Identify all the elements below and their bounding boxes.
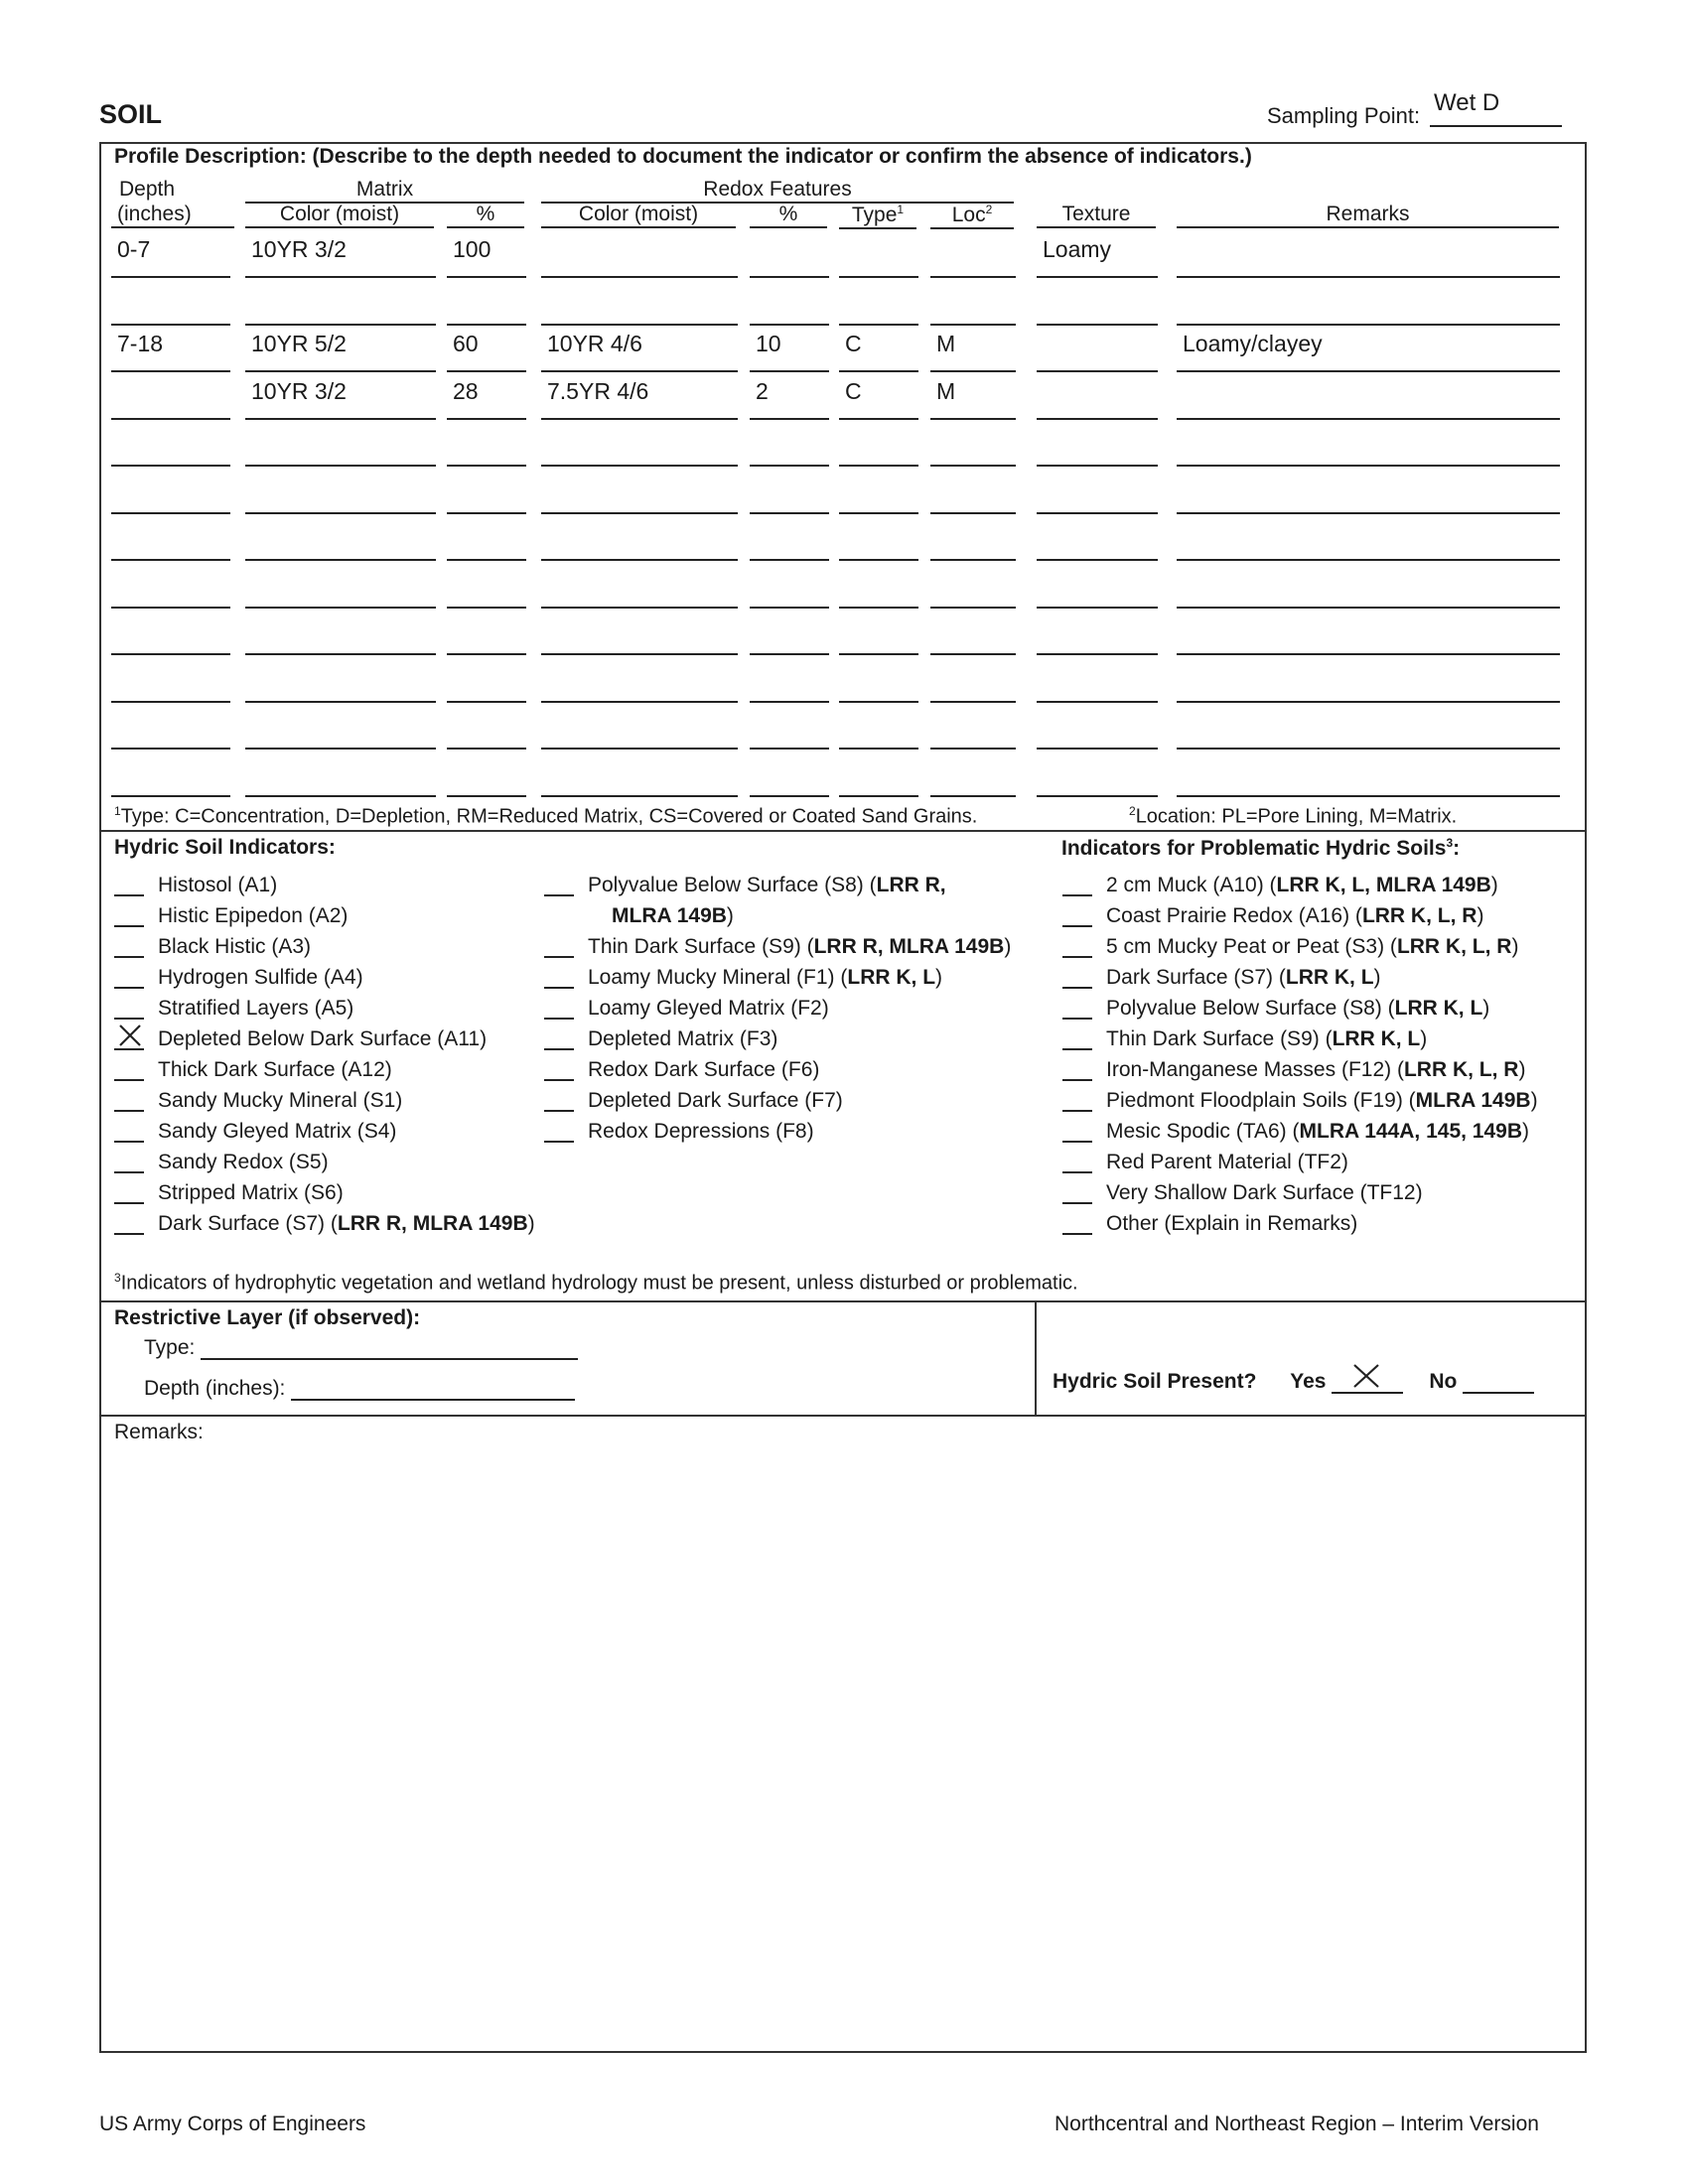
remarks-label: Remarks: (114, 1421, 204, 1443)
col-type-label: Type (851, 204, 898, 226)
redox-color-cell[interactable] (541, 751, 738, 797)
indicator-checkbox[interactable] (1062, 905, 1092, 927)
remarks-cell[interactable] (1177, 514, 1560, 561)
redox-color-cell[interactable]: 10YR 4/6 (541, 326, 738, 372)
indicator-item (1062, 1024, 1427, 1054)
loc-cell[interactable] (930, 468, 1016, 514)
loc-cell[interactable] (930, 279, 1016, 326)
redox-color-cell[interactable] (541, 703, 738, 750)
col-redox-pct-header: % (750, 203, 827, 228)
texture-cell[interactable] (1037, 279, 1158, 326)
indicator-item (544, 1024, 777, 1054)
indicator-item (114, 1208, 535, 1239)
restrictive-layer-heading: Restrictive Layer (if observed): (114, 1306, 421, 1329)
indicator-checkbox[interactable] (114, 1152, 144, 1173)
remarks-cell[interactable] (1177, 373, 1560, 420)
indicator-item (1062, 931, 1518, 962)
redox-color-cell[interactable] (541, 656, 738, 703)
no-label: No (1429, 1370, 1458, 1393)
redox-pct-cell[interactable] (750, 279, 829, 326)
indicator-checkbox[interactable] (1062, 1213, 1092, 1235)
col-loc-header (930, 203, 1014, 229)
location-footnote-text: Location: PL=Pore Lining, M=Matrix. (1135, 805, 1458, 828)
remarks-cell[interactable] (1177, 231, 1560, 278)
indicator-item (114, 1054, 392, 1085)
remarks-area[interactable] (114, 1451, 1574, 2037)
indicator-label: Loamy Gleyed Matrix (F2) (588, 996, 829, 1020)
indicator-checkbox[interactable] (544, 875, 574, 896)
redox-color-cell[interactable]: 7.5YR 4/6 (541, 373, 738, 420)
section-divider (99, 830, 1587, 832)
indicator-item (1062, 962, 1381, 993)
indicator-checkbox[interactable] (114, 1028, 144, 1050)
texture-cell[interactable] (1037, 420, 1158, 467)
indicator-item (544, 900, 734, 931)
matrix-group-header: Matrix (245, 178, 524, 204)
indicator-region: MLRA 149B (612, 903, 727, 927)
indicator-label-tail: ) (1482, 996, 1490, 1020)
indicator-region: LRR R, MLRA 149B (337, 1211, 528, 1235)
indicator-item (1062, 900, 1483, 931)
redox-pct-cell[interactable] (750, 656, 829, 703)
type-cell[interactable] (839, 609, 918, 655)
section-divider (99, 1300, 1587, 1302)
redox-color-cell[interactable] (541, 468, 738, 514)
type-cell[interactable] (839, 231, 918, 278)
hydric-footnote (114, 1271, 1078, 1296)
indicator-checkbox[interactable] (114, 967, 144, 989)
indicator-label: Depleted Dark Surface (F7) (588, 1088, 843, 1112)
texture-cell[interactable] (1037, 468, 1158, 514)
indicator-item (544, 962, 942, 993)
indicator-checkbox[interactable] (1062, 936, 1092, 958)
redox-color-cell[interactable] (541, 609, 738, 655)
col-depth-header-line2: (inches) (111, 203, 234, 228)
col-matrix-pct-header: % (447, 203, 524, 228)
indicator-item (1062, 1054, 1525, 1085)
texture-cell[interactable] (1037, 562, 1158, 609)
col-remarks-header: Remarks (1177, 203, 1559, 228)
indicator-label-tail: ) (1420, 1026, 1428, 1050)
remarks-cell[interactable] (1177, 279, 1560, 326)
type-cell[interactable]: C (839, 326, 918, 372)
matrix-pct-cell[interactable] (447, 562, 526, 609)
texture-cell[interactable]: Loamy (1037, 231, 1158, 278)
indicator-label-tail: ) (1518, 1057, 1526, 1081)
col-type-header (839, 203, 916, 229)
section-divider (99, 1415, 1587, 1417)
matrix-pct-cell[interactable] (447, 609, 526, 655)
indicator-checkbox[interactable] (1062, 1090, 1092, 1112)
col-texture-header: Texture (1037, 203, 1156, 228)
texture-cell[interactable] (1037, 656, 1158, 703)
indicator-label: Other (Explain in Remarks) (1106, 1211, 1358, 1235)
loc-cell[interactable] (930, 751, 1016, 797)
depth-cell[interactable] (111, 751, 230, 797)
loc-cell[interactable] (930, 231, 1016, 278)
indicator-item (114, 931, 311, 962)
indicator-region: LRR K, L, MLRA 149B (1276, 873, 1491, 896)
indicator-checkbox[interactable] (114, 1090, 144, 1112)
indicator-item (1062, 993, 1489, 1024)
col-type-sup: 1 (897, 203, 905, 216)
type-cell[interactable] (839, 514, 918, 561)
indicator-item (544, 931, 1011, 962)
matrix-color-cell[interactable] (245, 514, 436, 561)
type-cell[interactable] (839, 656, 918, 703)
col-matrix-color-header: Color (moist) (245, 203, 434, 228)
depth-cell[interactable] (111, 373, 230, 420)
indicator-label: Depleted Matrix (F3) (588, 1026, 778, 1050)
indicator-label: Black Histic (A3) (158, 934, 312, 958)
redox-pct-cell[interactable] (750, 231, 829, 278)
loc-cell[interactable]: M (930, 326, 1016, 372)
remarks-cell[interactable] (1177, 703, 1560, 750)
indicator-label: Thick Dark Surface (A12) (158, 1057, 392, 1081)
depth-cell[interactable]: 0-7 (111, 231, 230, 278)
hydric-footnote-text: Indicators of hydrophytic vegetation and wetland hydrology must be present, unless disturbed or problematic. (120, 1272, 1078, 1295)
texture-cell[interactable] (1037, 373, 1158, 420)
indicator-label: Redox Dark Surface (F6) (588, 1057, 820, 1081)
depth-cell[interactable] (111, 562, 230, 609)
indicator-label: Sandy Gleyed Matrix (S4) (158, 1119, 397, 1143)
indicator-checkbox[interactable] (114, 998, 144, 1020)
redox-pct-cell[interactable] (750, 703, 829, 750)
location-footnote-sup: 2 (1129, 804, 1136, 818)
remarks-cell[interactable] (1177, 420, 1560, 467)
indicator-checkbox[interactable] (544, 1059, 574, 1081)
remarks-cell[interactable] (1177, 609, 1560, 655)
type-cell[interactable] (839, 562, 918, 609)
hydric-footnote-sup: 3 (114, 1271, 121, 1285)
indicator-item (114, 900, 348, 931)
texture-cell[interactable] (1037, 751, 1158, 797)
indicator-label: Polyvalue Below Surface (S8) ( (1106, 996, 1395, 1020)
indicator-region: MLRA 144A, 145, 149B (1299, 1119, 1522, 1143)
indicator-label: Histic Epipedon (A2) (158, 903, 349, 927)
redox-pct-cell[interactable]: 2 (750, 373, 829, 420)
indicator-item (1062, 1116, 1529, 1147)
matrix-color-cell[interactable] (245, 751, 436, 797)
indicator-region: LRR K, L, R (1396, 934, 1512, 958)
indicator-item (1062, 1147, 1348, 1177)
indicator-item (114, 1147, 329, 1177)
footer-right: Northcentral and Northeast Region – Interim Version (1055, 2113, 1539, 2135)
matrix-color-cell[interactable] (245, 703, 436, 750)
matrix-pct-cell[interactable]: 60 (447, 326, 526, 372)
type-cell[interactable] (839, 279, 918, 326)
problematic-heading-sup: 3 (1446, 836, 1454, 850)
indicator-label: Dark Surface (S7) ( (158, 1211, 338, 1235)
problematic-heading-colon: : (1453, 837, 1461, 860)
indicator-item (544, 1054, 819, 1085)
indicator-label-tail: ) (1477, 903, 1484, 927)
indicator-label: Sandy Mucky Mineral (S1) (158, 1088, 403, 1112)
matrix-pct-cell[interactable]: 28 (447, 373, 526, 420)
indicator-checkbox[interactable] (114, 875, 144, 896)
yes-label: Yes (1290, 1370, 1327, 1393)
indicator-label: Depleted Below Dark Surface (A11) (158, 1026, 488, 1050)
depth-cell[interactable] (111, 514, 230, 561)
restrictive-depth-field[interactable] (291, 1377, 575, 1401)
indicator-checkbox[interactable] (1062, 1182, 1092, 1204)
indicator-label-tail: ) (1530, 1088, 1538, 1112)
indicator-region: LRR K, L (1332, 1026, 1421, 1050)
depth-cell[interactable]: 7-18 (111, 326, 230, 372)
indicator-item (544, 870, 946, 900)
indicator-item (1062, 1085, 1538, 1116)
profile-description-heading: Profile Description: (Describe to the depth needed to document the indicator or confirm the absence of indicators.) (114, 145, 1252, 168)
location-footnote (1129, 804, 1457, 829)
depth-cell[interactable] (111, 656, 230, 703)
indicator-label-tail: ) (1522, 1119, 1529, 1143)
indicator-item (114, 870, 277, 900)
redox-pct-cell[interactable] (750, 609, 829, 655)
matrix-color-cell[interactable]: 10YR 3/2 (245, 231, 436, 278)
indicator-label: Thin Dark Surface (S9) ( (588, 934, 814, 958)
indicator-checkbox[interactable] (1062, 998, 1092, 1020)
indicator-checkbox[interactable] (114, 936, 144, 958)
indicator-label: Stripped Matrix (S6) (158, 1180, 344, 1204)
indicator-region: MLRA 149B (1415, 1088, 1531, 1112)
matrix-color-cell[interactable] (245, 279, 436, 326)
redox-color-cell[interactable] (541, 562, 738, 609)
indicator-label-tail: ) (527, 1211, 535, 1235)
indicator-region: LRR K, L (1285, 965, 1374, 989)
matrix-color-cell[interactable] (245, 656, 436, 703)
indicator-region: LRR K, L, R (1361, 903, 1477, 927)
restrictive-depth-label: Depth (inches): (144, 1377, 286, 1400)
col-loc-sup: 2 (985, 203, 993, 216)
indicator-checkbox[interactable] (1062, 875, 1092, 896)
indicator-label: Red Parent Material (TF2) (1106, 1150, 1348, 1173)
indicator-region: LRR R, MLRA 149B (813, 934, 1005, 958)
indicator-checkbox[interactable] (1062, 967, 1092, 989)
loc-cell[interactable] (930, 420, 1016, 467)
indicator-item (544, 993, 829, 1024)
indicator-region: LRR K, L, R (1403, 1057, 1519, 1081)
depth-cell[interactable] (111, 279, 230, 326)
type-cell[interactable] (839, 468, 918, 514)
indicator-label: Thin Dark Surface (S9) ( (1106, 1026, 1333, 1050)
indicator-item (1062, 1177, 1423, 1208)
indicator-checkbox[interactable] (1062, 1059, 1092, 1081)
indicator-checkbox[interactable] (544, 1121, 574, 1143)
problematic-heading-text: Indicators for Problematic Hydric Soils (1061, 837, 1447, 860)
col-redox-color-header: Color (moist) (541, 203, 736, 228)
indicator-checkbox[interactable] (114, 1059, 144, 1081)
redox-pct-cell[interactable] (750, 420, 829, 467)
indicator-label: Mesic Spodic (TA6) ( (1106, 1119, 1300, 1143)
indicator-label-tail: ) (726, 903, 734, 927)
indicator-label-tail: ) (1511, 934, 1519, 958)
indicator-label: 2 cm Muck (A10) ( (1106, 873, 1277, 896)
matrix-pct-cell[interactable] (447, 514, 526, 561)
indicator-checkbox[interactable] (1062, 1028, 1092, 1050)
check-mark-icon (117, 1023, 143, 1048)
restrictive-type-label: Type: (144, 1336, 196, 1359)
texture-cell[interactable] (1037, 326, 1158, 372)
col-depth-header-line1: Depth (119, 178, 176, 201)
indicator-item (114, 1177, 344, 1208)
redox-pct-cell[interactable] (750, 514, 829, 561)
indicator-checkbox[interactable] (114, 1213, 144, 1235)
matrix-pct-cell[interactable] (447, 420, 526, 467)
matrix-color-cell[interactable] (245, 609, 436, 655)
indicator-item (1062, 1208, 1357, 1239)
depth-cell[interactable] (111, 468, 230, 514)
depth-cell[interactable] (111, 703, 230, 750)
remarks-cell[interactable] (1177, 656, 1560, 703)
loc-cell[interactable] (930, 656, 1016, 703)
indicator-item (114, 1116, 396, 1147)
indicator-item (114, 962, 363, 993)
indicator-label: Hydrogen Sulfide (A4) (158, 965, 363, 989)
indicator-checkbox[interactable] (1062, 1121, 1092, 1143)
indicator-item (544, 1116, 814, 1147)
type-cell[interactable] (839, 420, 918, 467)
indicator-label: Sandy Redox (S5) (158, 1150, 329, 1173)
remarks-cell[interactable]: Loamy/clayey (1177, 326, 1560, 372)
hydric-soil-present-row (1053, 1370, 1534, 1394)
indicator-label: Dark Surface (S7) ( (1106, 965, 1286, 989)
redox-pct-cell[interactable]: 10 (750, 326, 829, 372)
redox-pct-cell[interactable] (750, 468, 829, 514)
indicator-item (114, 1024, 487, 1054)
type-footnote (114, 804, 977, 829)
texture-cell[interactable] (1037, 703, 1158, 750)
restrictive-type-field[interactable] (201, 1336, 578, 1360)
loc-cell[interactable] (930, 562, 1016, 609)
matrix-color-cell[interactable]: 10YR 5/2 (245, 326, 436, 372)
loc-cell[interactable] (930, 609, 1016, 655)
sampling-point-label: Sampling Point: (1267, 103, 1421, 128)
indicator-label: Very Shallow Dark Surface (TF12) (1106, 1180, 1423, 1204)
indicator-label: Histosol (A1) (158, 873, 278, 896)
indicator-item (1062, 870, 1498, 900)
redox-pct-cell[interactable] (750, 562, 829, 609)
indicator-checkbox[interactable] (114, 1182, 144, 1204)
problematic-indicators-heading (1061, 836, 1460, 861)
texture-cell[interactable] (1037, 609, 1158, 655)
redox-color-cell[interactable] (541, 420, 738, 467)
remarks-cell[interactable] (1177, 468, 1560, 514)
indicator-item (114, 993, 353, 1024)
matrix-pct-cell[interactable] (447, 468, 526, 514)
sampling-point-field[interactable]: Wet D (1430, 89, 1562, 127)
indicator-checkbox[interactable] (544, 1090, 574, 1112)
type-footnote-sup: 1 (114, 804, 121, 818)
indicator-region: LRR R, (876, 873, 946, 896)
remarks-cell[interactable] (1177, 562, 1560, 609)
section-divider-vertical (1035, 1300, 1037, 1415)
indicator-label-tail: ) (1004, 934, 1012, 958)
no-field[interactable] (1463, 1370, 1534, 1394)
depth-cell[interactable] (111, 420, 230, 467)
redox-color-cell[interactable] (541, 514, 738, 561)
indicator-label: Coast Prairie Redox (A16) ( (1106, 903, 1362, 927)
indicator-label: Stratified Layers (A5) (158, 996, 354, 1020)
indicator-checkbox[interactable] (544, 936, 574, 958)
type-cell[interactable] (839, 703, 918, 750)
loc-cell[interactable] (930, 514, 1016, 561)
footer-left: US Army Corps of Engineers (99, 2113, 366, 2135)
matrix-pct-cell[interactable] (447, 656, 526, 703)
indicator-label: Piedmont Floodplain Soils (F19) ( (1106, 1088, 1416, 1112)
matrix-pct-cell[interactable]: 100 (447, 231, 526, 278)
redox-group-header: Redox Features (541, 178, 1014, 204)
indicator-label-tail: ) (1490, 873, 1498, 896)
hydric-indicators-heading: Hydric Soil Indicators: (114, 836, 336, 859)
texture-cell[interactable] (1037, 514, 1158, 561)
hydric-soil-present-label: Hydric Soil Present? (1053, 1370, 1257, 1393)
redox-color-cell[interactable] (541, 279, 738, 326)
type-cell[interactable] (839, 751, 918, 797)
indicator-region: LRR K, L (1394, 996, 1483, 1020)
matrix-pct-cell[interactable] (447, 751, 526, 797)
remarks-cell[interactable] (1177, 751, 1560, 797)
restrictive-type-row (144, 1336, 578, 1360)
indicator-checkbox[interactable] (544, 967, 574, 989)
indicator-checkbox[interactable] (544, 998, 574, 1020)
matrix-pct-cell[interactable] (447, 279, 526, 326)
restrictive-depth-row (144, 1377, 575, 1401)
matrix-color-cell[interactable]: 10YR 3/2 (245, 373, 436, 420)
indicator-checkbox[interactable] (114, 905, 144, 927)
indicator-label: Iron-Manganese Masses (F12) ( (1106, 1057, 1404, 1081)
indicator-checkbox[interactable] (114, 1121, 144, 1143)
yes-field[interactable] (1332, 1370, 1403, 1394)
indicator-label: 5 cm Mucky Peat or Peat (S3) ( (1106, 934, 1397, 958)
matrix-color-cell[interactable] (245, 420, 436, 467)
indicator-checkbox[interactable] (1062, 1152, 1092, 1173)
loc-cell[interactable] (930, 703, 1016, 750)
col-depth-header (111, 178, 230, 202)
yes-check-mark-icon (1351, 1362, 1381, 1390)
loc-cell[interactable]: M (930, 373, 1016, 420)
type-cell[interactable]: C (839, 373, 918, 420)
matrix-color-cell[interactable] (245, 468, 436, 514)
indicator-label-tail: ) (1373, 965, 1381, 989)
col-loc-label: Loc (951, 204, 986, 226)
indicator-label: Polyvalue Below Surface (S8) ( (588, 873, 877, 896)
depth-cell[interactable] (111, 609, 230, 655)
type-footnote-text: Type: C=Concentration, D=Depletion, RM=Reduced Matrix, CS=Covered or Coated Sand Grains. (120, 805, 978, 828)
indicator-label: Redox Depressions (F8) (588, 1119, 814, 1143)
page-title: SOIL (99, 99, 163, 129)
indicator-region: LRR K, L (847, 965, 936, 989)
indicator-checkbox[interactable] (544, 1028, 574, 1050)
redox-color-cell[interactable] (541, 231, 738, 278)
matrix-pct-cell[interactable] (447, 703, 526, 750)
redox-pct-cell[interactable] (750, 751, 829, 797)
indicator-label: Loamy Mucky Mineral (F1) ( (588, 965, 848, 989)
indicator-item (544, 1085, 843, 1116)
indicator-item (114, 1085, 402, 1116)
indicator-label-tail: ) (935, 965, 943, 989)
matrix-color-cell[interactable] (245, 562, 436, 609)
